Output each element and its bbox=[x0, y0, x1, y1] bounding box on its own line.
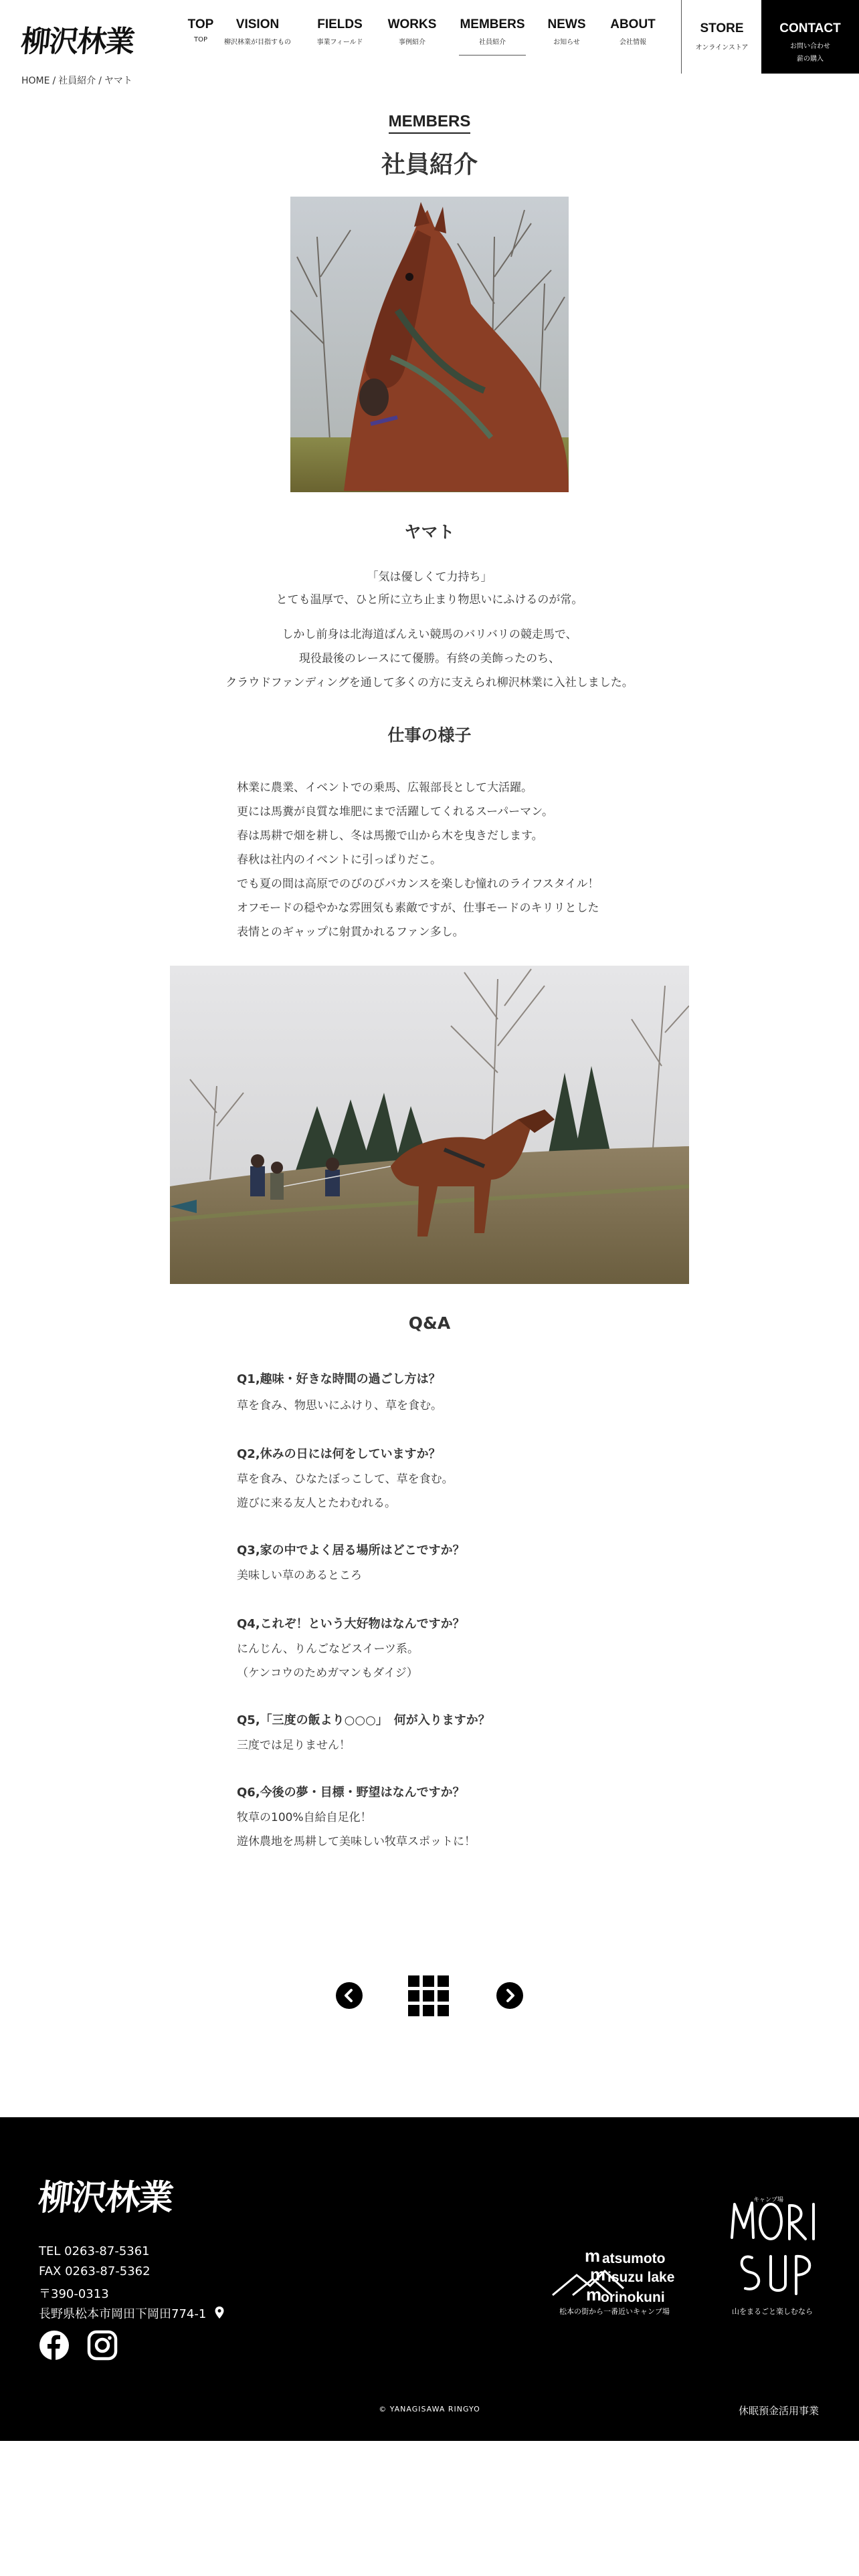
svg-text:m: m bbox=[586, 2284, 602, 2304]
site-header bbox=[0, 0, 859, 74]
nav-divider bbox=[681, 0, 682, 74]
qa-answer: 牧草の100%自給自足化！ bbox=[237, 1811, 372, 1824]
work-section-title: 仕事の様子 bbox=[387, 726, 472, 745]
work-line: 春は馬耕で畑を耕し、冬は馬搬で山から木を曳きだします。 bbox=[237, 829, 543, 843]
nav-label: VISION bbox=[235, 17, 280, 31]
nav-sublabel: お知らせ bbox=[553, 39, 580, 46]
qa-answer: （ケンコウのためガマンもダイジ） bbox=[237, 1667, 418, 1680]
nav-label: FIELDS bbox=[317, 17, 363, 31]
site-footer bbox=[0, 2117, 859, 2441]
copyright: © YANAGISAWA RINGYO bbox=[379, 2405, 480, 2413]
section-label-text: MEMBERS bbox=[389, 112, 471, 134]
svg-text:キャンプ場: キャンプ場 bbox=[753, 2197, 784, 2204]
work-photo bbox=[170, 966, 689, 1284]
nav-item-members[interactable] bbox=[452, 17, 533, 46]
nav-label: WORKS bbox=[387, 17, 437, 31]
footer-address: 長野県松本市岡田下岡田774-1 bbox=[39, 2307, 207, 2321]
contact-button[interactable] bbox=[761, 0, 859, 74]
grid-icon[interactable] bbox=[408, 1975, 450, 2017]
qa-answer: 美味しい草のあるところ bbox=[237, 1569, 362, 1582]
nav-sublabel: 会社情報 bbox=[619, 39, 646, 46]
work-line: 春秋は社内のイベントに引っぱりだこ。 bbox=[237, 853, 442, 867]
qa-question: Q2,休みの日には何をしていますか？ bbox=[237, 1447, 441, 1461]
qa-question: Q3,家の中でよく居る場所はどこですか？ bbox=[237, 1543, 465, 1558]
qa-answer: 遊休農地を馬耕して美味しい牧草スポットに！ bbox=[237, 1835, 476, 1848]
footer-tel[interactable]: TEL 0263-87-5361 bbox=[39, 2244, 150, 2258]
section-label bbox=[0, 112, 859, 131]
nav-sublabel: 社員紹介 bbox=[479, 39, 506, 46]
intro-line: しかし前身は北海道ばんえい競馬のバリバリの競走馬で、 bbox=[282, 628, 577, 641]
intro-line: 現役最後のレースにて優勝。有終の美飾ったのち、 bbox=[298, 652, 561, 665]
work-line: 林業に農業、イベントでの乗馬、広報部長として大活躍。 bbox=[237, 781, 533, 794]
nav-sublabel: 事例紹介 bbox=[399, 39, 425, 46]
site-logo[interactable]: 柳沢林業 bbox=[19, 25, 136, 59]
next-button[interactable] bbox=[496, 1982, 523, 2009]
footer-address-row bbox=[39, 2304, 225, 2322]
morisup-logo[interactable] bbox=[727, 2191, 827, 2304]
chevron-left-icon bbox=[336, 1982, 363, 2009]
qa-answer: 遊びに来る友人とたわむれる。 bbox=[237, 1497, 396, 1510]
svg-text:m: m bbox=[585, 2246, 601, 2266]
intro-line: 「気は優しくて力持ち」 bbox=[367, 570, 492, 584]
intro-line: とても温厚で、ひと所に立ち止まり物思いにふけるのが常。 bbox=[276, 593, 583, 607]
store-sublabel: オンラインストア bbox=[695, 44, 749, 51]
facebook-icon[interactable] bbox=[39, 2330, 70, 2361]
qa-answer: にんじん、りんごなどスイーツ系。 bbox=[237, 1642, 419, 1656]
contact-sublabel-inquiry: お問い合わせ bbox=[790, 43, 830, 50]
breadcrumb-sep: / bbox=[52, 76, 56, 86]
breadcrumb-sep: / bbox=[98, 76, 102, 86]
work-line: 更には馬糞が良質な堆肥にまで活躍してくれるスーパーマン。 bbox=[237, 805, 553, 819]
morinokuni-line: isuzu lake bbox=[607, 2270, 675, 2285]
instagram-icon[interactable] bbox=[87, 2330, 118, 2361]
nav-item-works[interactable] bbox=[372, 17, 452, 46]
store-link[interactable] bbox=[682, 0, 761, 74]
qa-question: Q1,趣味・好きな時間の過ごし方は？ bbox=[237, 1372, 441, 1386]
footer-logo[interactable]: 柳沢林業 bbox=[36, 2177, 175, 2218]
prev-button[interactable] bbox=[336, 1982, 363, 2009]
store-label: STORE bbox=[700, 21, 744, 35]
work-line: でも夏の間は高原でのびのびバカンスを楽しむ憧れのライフスタイル！ bbox=[237, 877, 599, 891]
nav-label: MEMBERS bbox=[460, 17, 525, 31]
qa-answer: 三度では足りません！ bbox=[237, 1739, 351, 1752]
svg-text:m: m bbox=[590, 2264, 606, 2284]
breadcrumb-current: ヤマト bbox=[104, 76, 132, 86]
chevron-right-icon bbox=[496, 1982, 523, 2009]
footer-fax: FAX 0263-87-5362 bbox=[39, 2264, 151, 2278]
nav-item-vision[interactable] bbox=[217, 17, 298, 46]
footer-zip: 〒390-0313 bbox=[39, 2287, 109, 2301]
nav-sublabel: 事業フィールド bbox=[316, 39, 363, 46]
member-portrait-photo bbox=[290, 197, 569, 492]
member-name: ヤマト bbox=[404, 522, 455, 542]
morinokuni-line: orinokuni bbox=[601, 2290, 665, 2305]
morinokuni-line: atsumoto bbox=[602, 2251, 666, 2266]
breadcrumb-home[interactable]: HOME bbox=[21, 76, 50, 86]
qa-section-title: Q&A bbox=[408, 1313, 451, 1333]
qa-question: Q4,これぞ！という大好物はなんですか？ bbox=[237, 1617, 465, 1631]
contact-sublabel-firewood: 薪の購入 bbox=[797, 56, 824, 63]
qa-question: Q5,「三度の飯より○○○」 何が入りますか？ bbox=[237, 1713, 490, 1727]
intro-line: クラウドファンディングを通して多くの方に支えられ柳沢林業に入社しました。 bbox=[225, 676, 634, 689]
page-title: 社員紹介 bbox=[381, 151, 478, 179]
contact-sublabel bbox=[761, 40, 859, 66]
work-line: オフモードの穏やかな雰囲気も素敵ですが、仕事モードのキリリとした bbox=[237, 901, 599, 915]
dormant-deposit-link[interactable]: 休眠預金活用事業 bbox=[739, 2405, 820, 2417]
nav-item-fields[interactable] bbox=[300, 17, 380, 46]
breadcrumb-members[interactable]: 社員紹介 bbox=[58, 76, 96, 86]
morinokuni-tagline: 松本の街から一番近いキャンプ場 bbox=[559, 2307, 670, 2316]
nav-label: ABOUT bbox=[610, 17, 656, 31]
work-line: 表情とのギャップに射貫かれるファン多し。 bbox=[237, 926, 464, 939]
nav-sublabel: 柳沢林業が目指すもの bbox=[224, 39, 291, 46]
breadcrumb bbox=[21, 74, 135, 87]
map-pin-icon[interactable] bbox=[214, 2306, 225, 2319]
nav-label: NEWS bbox=[547, 17, 586, 31]
qa-answer: 草を食み、物思いにふけり、草を食む。 bbox=[237, 1399, 443, 1412]
qa-question: Q6,今後の夢・目標・野望はなんですか？ bbox=[237, 1786, 465, 1800]
nav-label: TOP bbox=[187, 17, 214, 31]
qa-answer: 草を食み、ひなたぼっこして、草を食む。 bbox=[237, 1473, 454, 1486]
contact-label: CONTACT bbox=[779, 21, 841, 35]
morisup-tagline: 山をまるごと楽しむなら bbox=[732, 2307, 813, 2316]
nav-sublabel: TOP bbox=[193, 36, 207, 43]
nav-item-about[interactable] bbox=[593, 17, 673, 46]
